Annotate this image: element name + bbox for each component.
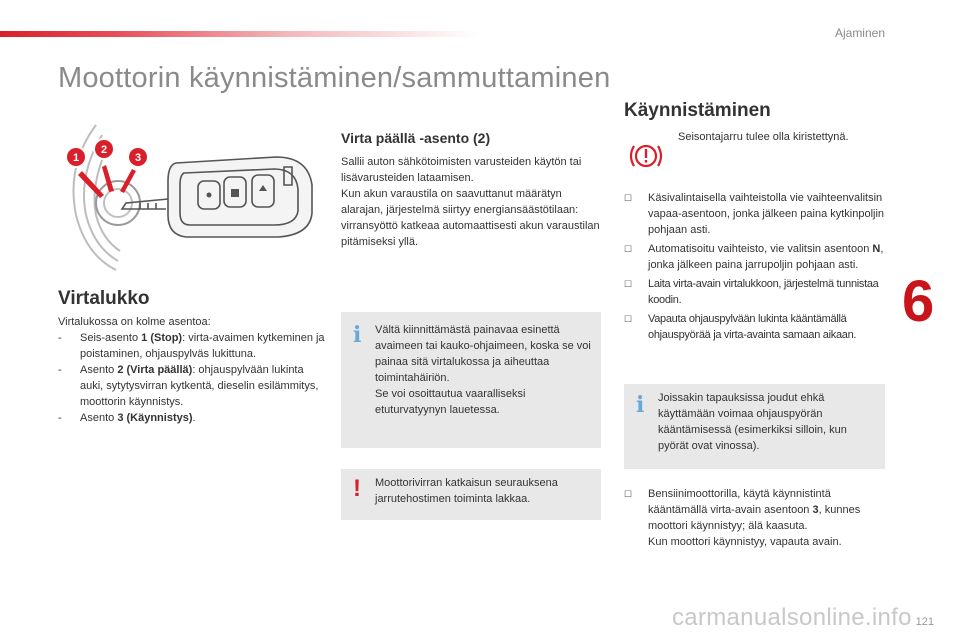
watermark: carmanualsonline.info <box>672 604 912 631</box>
virtalukko-heading: Virtalukko <box>58 288 150 309</box>
position-marker-1 <box>66 147 86 167</box>
page-number: 121 <box>915 616 934 628</box>
svg-text:3: 3 <box>134 152 142 164</box>
list-item: ☐ Laita virta-avain virtalukkoon, järjestelmä tunnistaa koodin. <box>624 278 879 306</box>
info-icon: i <box>353 322 362 348</box>
virta-text: Sallii auton sähkötoimisten varusteiden käytön tai lisävarusteiden lataamisen. <box>341 156 582 184</box>
start-steps-list <box>624 190 889 346</box>
info-box <box>341 312 601 448</box>
list-item: - Asento 2 (Virta päällä): ohjauspylvään lukinta auki, sytytysvirran kytkentä, dieselin esilämmitys, moottorin käynnistys. <box>58 364 319 408</box>
info-icon: i <box>636 392 645 418</box>
virtalukko-intro: Virtalukossa on kolme asentoa: <box>58 316 211 328</box>
list-item: ☐ Automatisoitu vaihteisto, vie valitsin asentoon N, jonka jälkeen paina jarrupoljin pohjaan asti. <box>624 243 884 271</box>
virta-text-2: Kun akun varaustila on saavuttanut määrätyn alarajan, järjestelmä siirtyy energiansäästötilaan: virransyöttö katkeaa automaattisesti akun varaustilan pitämiseksi yllä. <box>341 188 600 248</box>
virta-section <box>341 130 601 250</box>
brake-note: Seisontajarru tulee olla kiristettynä. <box>678 131 849 143</box>
list-item: ☐ Käsivalintaisella vaihteistolla vie vaihteenvalitsin vapaa-asentoon, jonka jälkeen paina kytkinpoljin pohjaan asti. <box>624 192 885 236</box>
svg-text:1: 1 <box>72 152 80 164</box>
info-text: Joissakin tapauksissa joudut ehkä käyttämään voimaa ohjauspyörän kääntämisessä (esimerkiksi silloin, kun pyörät ovat vinossa). <box>658 392 847 452</box>
kaynnistaminen-heading: Käynnistäminen <box>624 100 771 121</box>
position-marker-2 <box>94 139 114 159</box>
info-text: Vältä kiinnittämästä painavaa esinettä avaimeen tai kauko-ohjaimeen, koska se voi painaa sitä virtalukossa ja aiheuttaa toimintahäiriön. Se voi osoittautua vaaralliseksi etuturvatyynyn lauetessa. <box>375 324 591 416</box>
checkbox-icon: ☐ <box>624 489 633 499</box>
header-accent-bar <box>0 31 480 37</box>
virtalukko-section <box>58 288 328 426</box>
svg-text:2: 2 <box>100 144 108 156</box>
virta-heading: Virta päällä -asento (2) <box>341 130 491 146</box>
list-item: - Seis-asento 1 (Stop): virta-avaimen kytkeminen ja poistaminen, ohjauspylväs lukittuna. <box>58 332 325 360</box>
checkbox-icon: ☐ <box>624 314 632 324</box>
warning-box <box>341 469 601 520</box>
petrol-start-list <box>624 486 889 550</box>
parking-brake-icon <box>628 142 664 170</box>
page-title: Moottorin käynnistäminen/sammuttaminen <box>58 62 611 94</box>
kaynnistaminen-section <box>624 100 894 122</box>
checkbox-icon: ☐ <box>624 244 633 254</box>
section-name: Ajaminen <box>834 26 885 40</box>
position-marker-3 <box>128 147 148 167</box>
list-item: ☐ Vapauta ohjauspylvään lukinta kääntämällä ohjauspyörää ja virta-avainta samaan aikaan. <box>624 313 857 341</box>
info-box <box>624 384 885 469</box>
list-item: ☐ Bensiinimoottorilla, käytä käynnistintä kääntämällä virta-avain asentoon 3, kunnes moottori käynnistyy; älä kaasuta. Kun moottori käynnistyy, vapauta avain. <box>624 488 861 548</box>
chapter-number: 6 <box>902 269 935 334</box>
checkbox-icon: ☐ <box>624 279 632 289</box>
list-item: - Asento 3 (Käynnistys). <box>58 412 196 424</box>
warning-text: Moottorivirran katkaisun seurauksena jarrutehostimen toiminta lakkaa. <box>375 477 558 505</box>
key-fob-icon <box>122 157 312 237</box>
position-list <box>58 330 328 426</box>
checkbox-icon: ☐ <box>624 193 633 203</box>
ignition-key-illustration <box>56 105 326 275</box>
warning-icon: ! <box>353 475 361 502</box>
